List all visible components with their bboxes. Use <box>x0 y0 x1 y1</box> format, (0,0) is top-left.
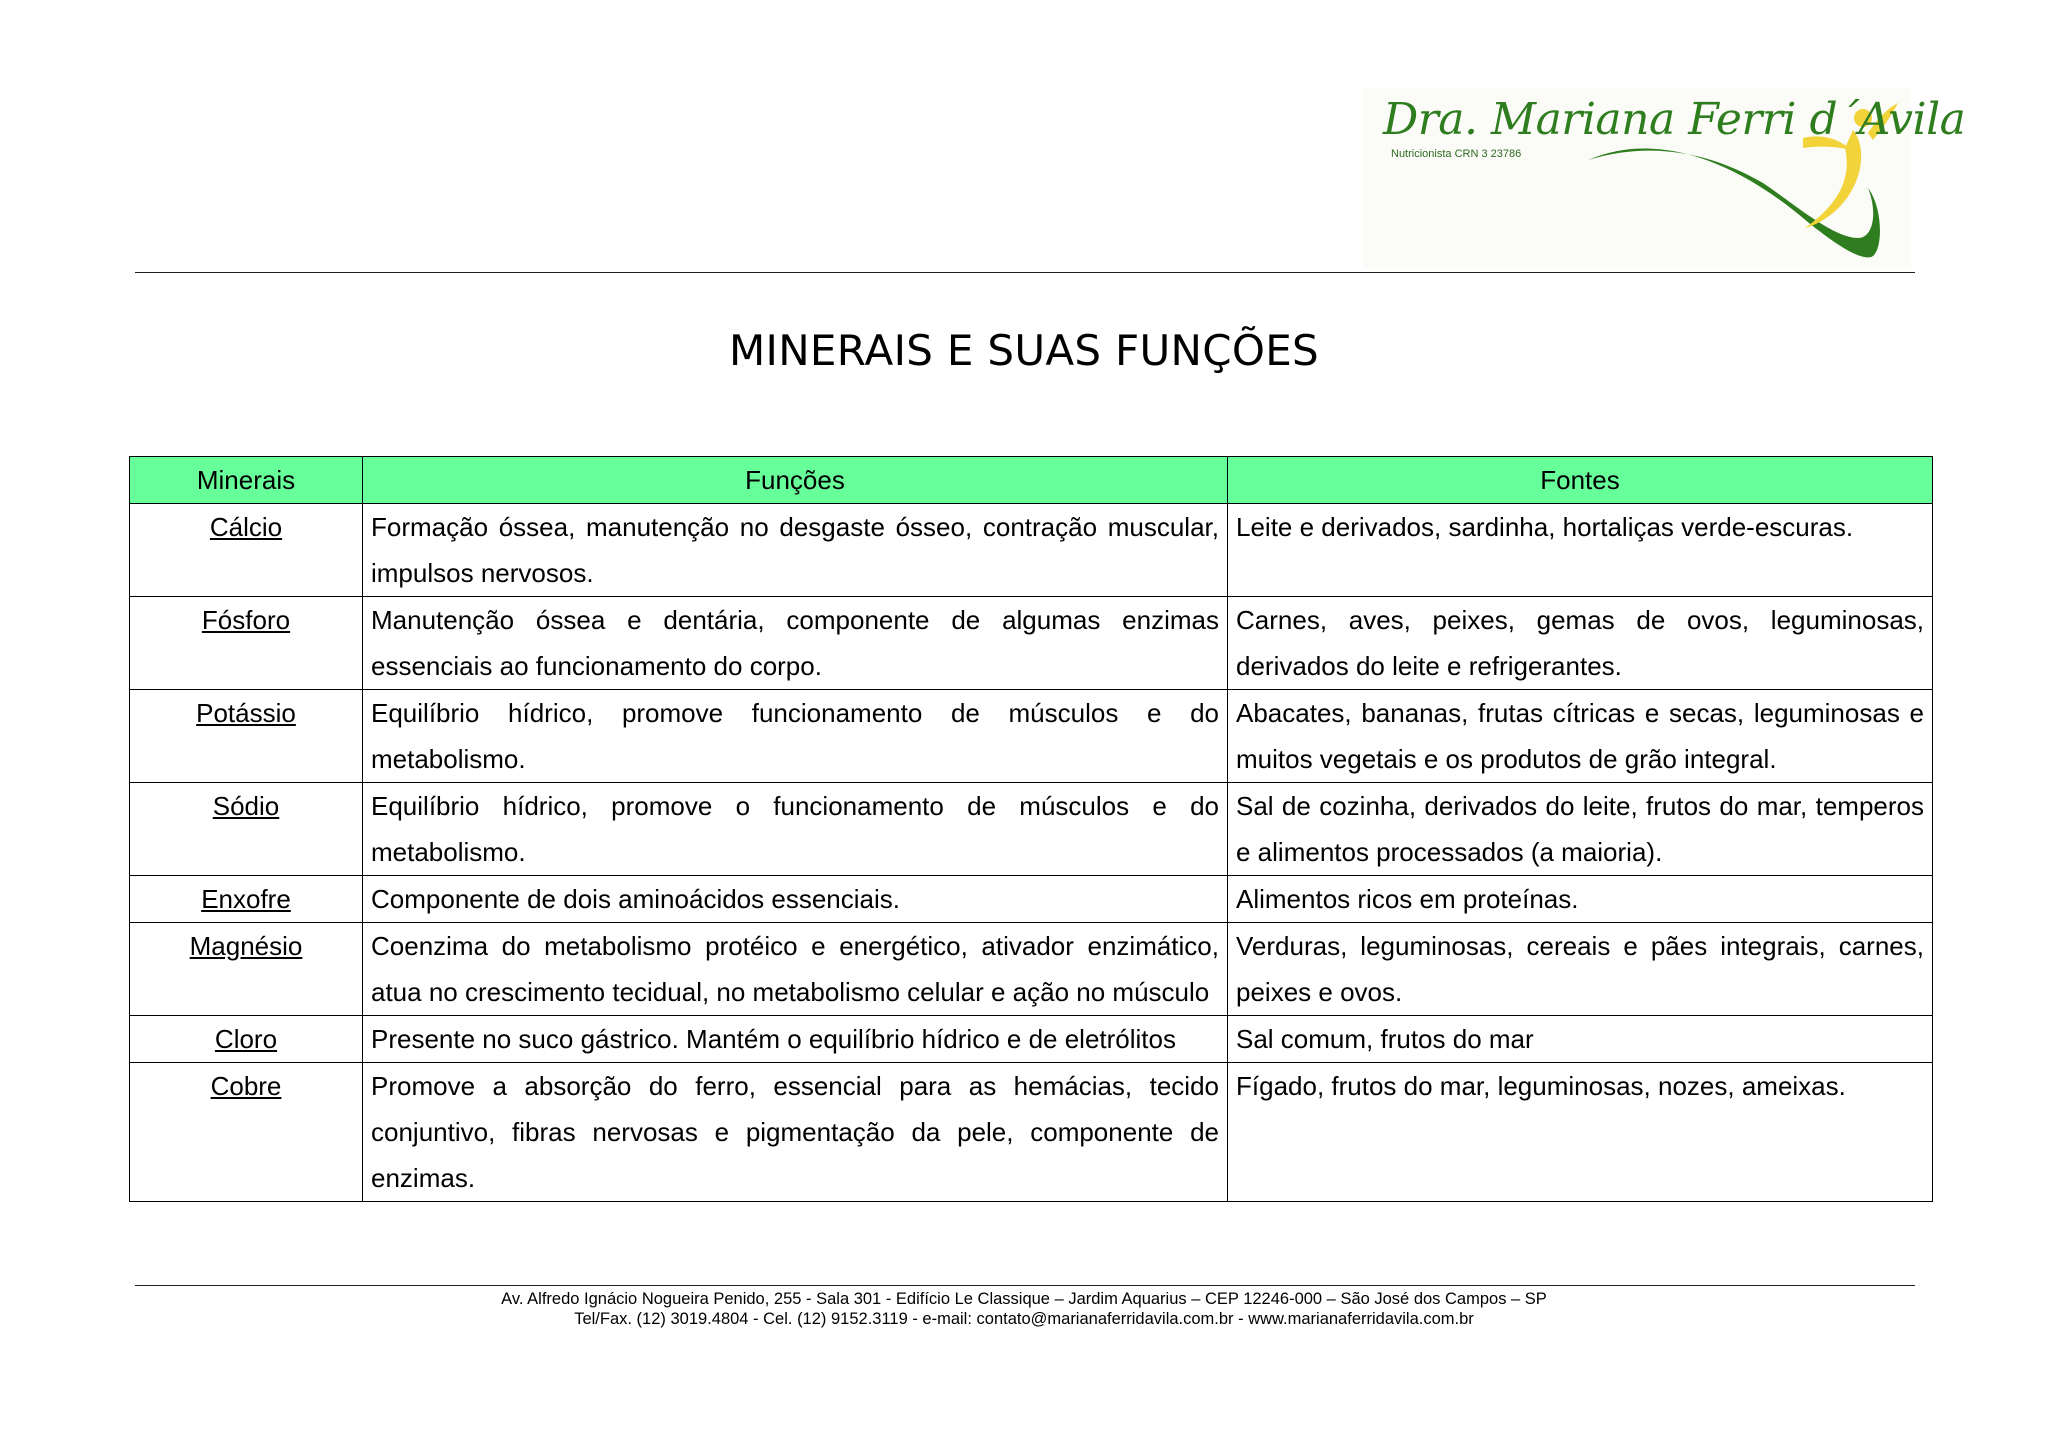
page-title: MINERAIS E SUAS FUNÇÕES <box>728 326 1320 375</box>
table-row <box>130 504 1933 597</box>
mineral-name: Cálcio <box>130 504 363 597</box>
table-row <box>130 597 1933 690</box>
mineral-name: Potássio <box>130 690 363 783</box>
mineral-funcoes: Presente no suco gástrico. Mantém o equilíbrio hídrico e de eletrólitos <box>363 1016 1228 1063</box>
mineral-fontes: Sal comum, frutos do mar <box>1228 1016 1933 1063</box>
mineral-fontes: Fígado, frutos do mar, leguminosas, nozes, ameixas. <box>1228 1063 1933 1202</box>
mineral-funcoes: Formação óssea, manutenção no desgaste ósseo, contração muscular, impulsos nervosos. <box>363 504 1228 597</box>
mineral-fontes: Verduras, leguminosas, cereais e pães integrais, carnes, peixes e ovos. <box>1228 923 1933 1016</box>
column-header-fontes: Fontes <box>1228 457 1933 504</box>
table-row <box>130 783 1933 876</box>
logo-subtitle: Nutricionista CRN 3 23786 <box>1391 148 1522 160</box>
footer-contact: Tel/Fax. (12) 3019.4804 - Cel. (12) 9152.3119 - e-mail: contato@marianaferridavila.com.br - www.marianaferridavila.com.br <box>574 1310 1474 1328</box>
footer-divider <box>135 1285 1915 1286</box>
mineral-name: Cobre <box>130 1063 363 1202</box>
mineral-funcoes: Equilíbrio hídrico, promove funcionamento de músculos e do metabolismo. <box>363 690 1228 783</box>
mineral-fontes: Sal de cozinha, derivados do leite, frutos do mar, temperos e alimentos processados (a maioria). <box>1228 783 1933 876</box>
mineral-name: Cloro <box>130 1016 363 1063</box>
mineral-fontes: Carnes, aves, peixes, gemas de ovos, leguminosas, derivados do leite e refrigerantes. <box>1228 597 1933 690</box>
table-row <box>130 876 1933 923</box>
table-row <box>130 1063 1933 1202</box>
mineral-name: Magnésio <box>130 923 363 1016</box>
table-row <box>130 1016 1933 1063</box>
mineral-funcoes: Equilíbrio hídrico, promove o funcionamento de músculos e do metabolismo. <box>363 783 1228 876</box>
column-header-minerais: Minerais <box>130 457 363 504</box>
column-header-funcoes: Funções <box>363 457 1228 504</box>
mineral-name: Fósforo <box>130 597 363 690</box>
mineral-fontes: Leite e derivados, sardinha, hortaliças verde-escuras. <box>1228 504 1933 597</box>
mineral-funcoes: Componente de dois aminoácidos essenciais. <box>363 876 1228 923</box>
table-row <box>130 690 1933 783</box>
table-row <box>130 923 1933 1016</box>
minerals-table <box>129 456 1933 1202</box>
logo <box>1363 88 1966 268</box>
header-divider <box>135 272 1915 273</box>
mineral-funcoes: Coenzima do metabolismo protéico e energético, ativador enzimático, atua no crescimento tecidual, no metabolismo celular e ação no músculo <box>363 923 1228 1016</box>
mineral-fontes: Alimentos ricos em proteínas. <box>1228 876 1933 923</box>
mineral-funcoes: Manutenção óssea e dentária, componente de algumas enzimas essenciais ao funcionamento do corpo. <box>363 597 1228 690</box>
mineral-name: Enxofre <box>130 876 363 923</box>
mineral-name: Sódio <box>130 783 363 876</box>
mineral-funcoes: Promove a absorção do ferro, essencial para as hemácias, tecido conjuntivo, fibras nervosas e pigmentação da pele, componente de enzimas. <box>363 1063 1228 1202</box>
logo-name: Dra. Mariana Ferri d´Avila <box>1383 94 1966 145</box>
footer-address: Av. Alfredo Ignácio Nogueira Penido, 255 - Sala 301 - Edifício Le Classique – Jardim Aquarius – CEP 12246-000 – São José dos Campos – SP <box>501 1290 1547 1308</box>
table-header-row <box>130 457 1933 504</box>
mineral-fontes: Abacates, bananas, frutas cítricas e secas, leguminosas e muitos vegetais e os produtos de grão integral. <box>1228 690 1933 783</box>
